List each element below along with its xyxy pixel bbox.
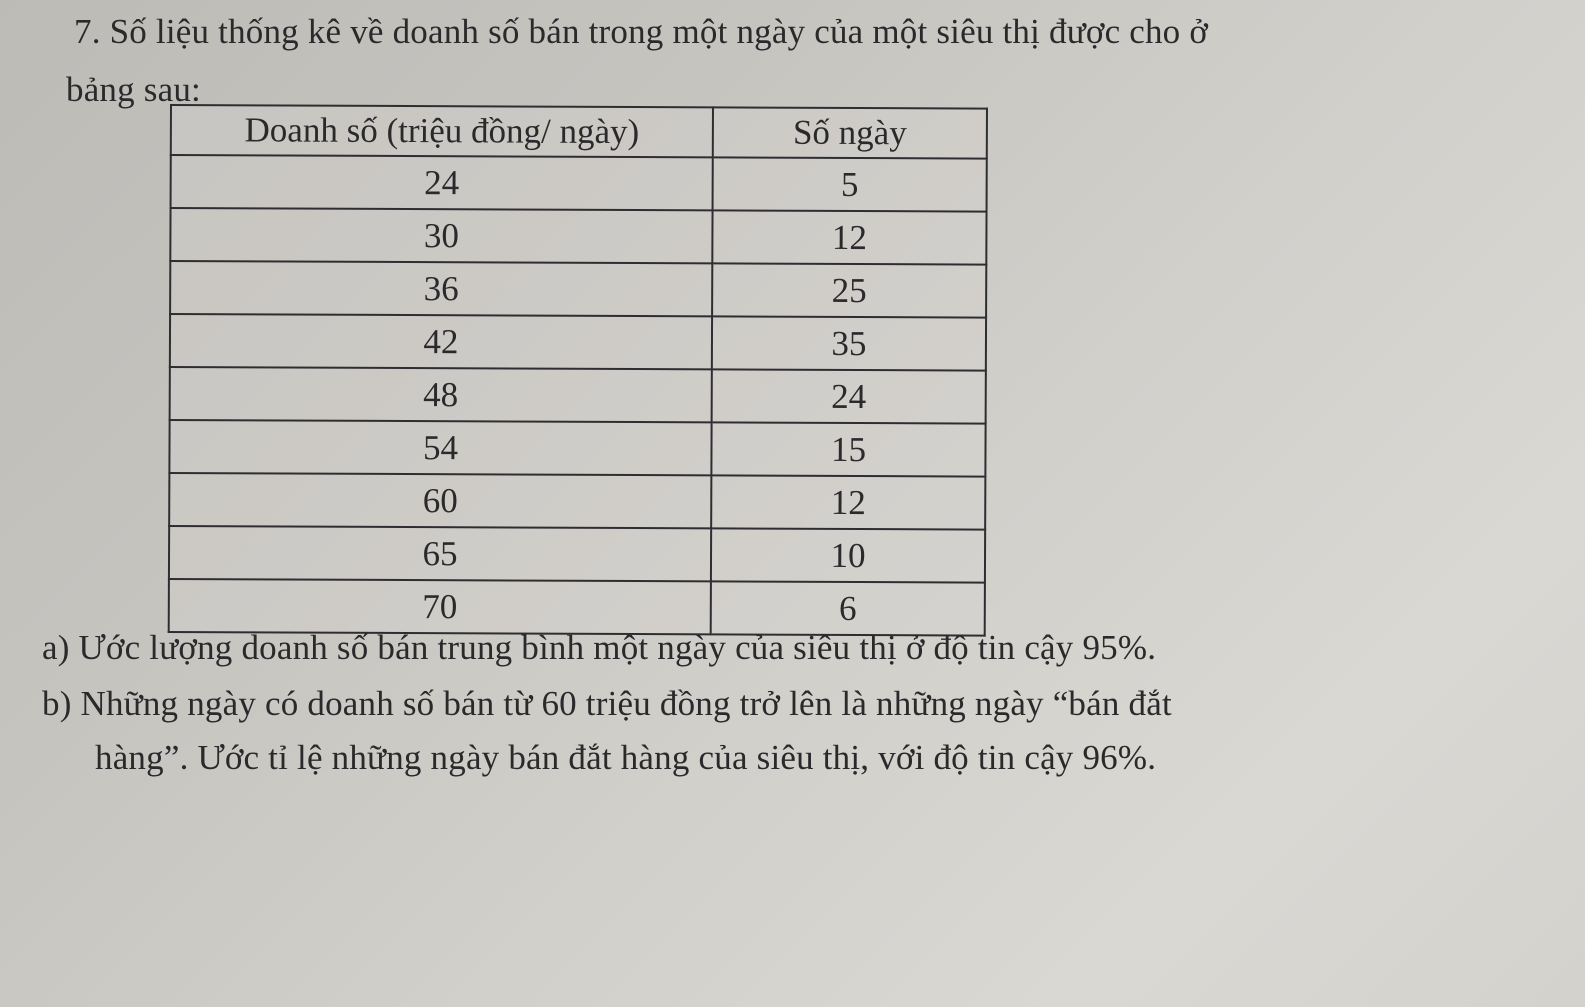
days-cell: 10 [711,528,985,582]
table-header-row [171,105,987,159]
sales-cell: 65 [169,526,711,581]
table-row [170,208,986,265]
header-sales: Doanh số (triệu đồng/ ngày) [171,105,713,157]
table-row [170,367,986,424]
question-b-continuation: hàng”. Ước tỉ lệ những ngày bán đắt hàng của siêu thị, với độ tin cậy 96%. [95,738,1157,777]
sales-cell: 54 [169,420,711,475]
header-days: Số ngày [713,107,987,158]
sales-cell: 24 [171,155,713,210]
sales-cell: 36 [170,261,712,316]
sales-cell: 60 [169,473,711,528]
table-row [169,420,985,477]
days-cell: 35 [712,316,986,370]
sales-frequency-table [168,104,988,637]
days-cell: 12 [712,210,986,264]
days-cell: 5 [713,157,987,211]
question-b: b) Những ngày có doanh số bán từ 60 triệu đồng trở lên là những ngày “bán đắt [42,684,1172,723]
days-cell: 6 [711,581,985,635]
sales-cell: 30 [170,208,712,263]
sales-cell: 70 [169,579,711,634]
problem-statement-continuation: bảng sau: [66,70,201,109]
days-cell: 25 [712,263,986,317]
days-cell: 12 [711,475,985,529]
days-cell: 15 [711,422,985,476]
days-cell: 24 [712,369,986,423]
table-row [169,526,985,583]
question-a: a) Ước lượng doanh số bán trung bình một ngày của siêu thị ở độ tin cậy 95%. [42,628,1157,667]
table-row [170,314,986,371]
problem-statement: 7. Số liệu thống kê về doanh số bán trong một ngày của một siêu thị được cho ở [74,12,1209,51]
table-row [171,155,987,212]
sales-cell: 48 [170,367,712,422]
table-row [170,261,986,318]
sales-cell: 42 [170,314,712,369]
table-row [169,473,985,530]
